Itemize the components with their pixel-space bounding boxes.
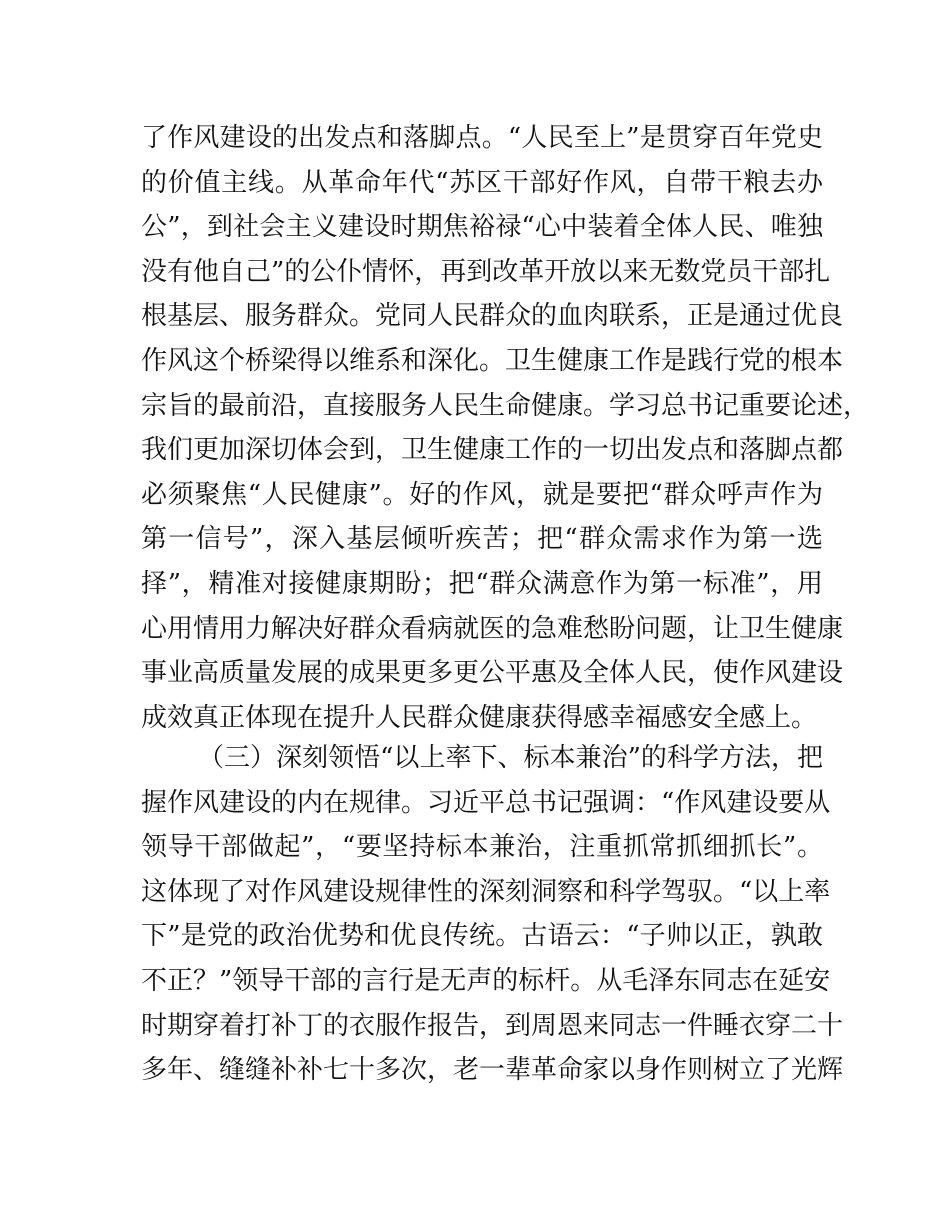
text-line: 作风这个桥梁得以维系和深化。卫生健康工作是践行党的根本 [141, 345, 844, 376]
body-paragraph-1 [141, 116, 870, 740]
text-line: 没有他自己”的公仆情怀，再到改革开放以来无数党员干部扎 [141, 256, 831, 287]
text-line: 的价值主线。从革命年代“苏区干部好作风，自带干粮去办 [141, 167, 823, 198]
body-paragraph-2 [141, 736, 844, 1093]
text-line: 成效真正体现在提升人民群众健康获得感幸福感安全感上。 [141, 702, 818, 733]
text-line: 握作风建设的内在规律。习近平总书记强调：“作风建设要从 [141, 787, 831, 818]
text-line: 根基层、服务群众。党同人民群众的血肉联系，正是通过优良 [141, 301, 844, 332]
text-line: 不正？”领导干部的言行是无声的标杆。从毛泽东同志在延安 [141, 965, 831, 996]
text-line: 公”，到社会主义建设时期焦裕禄“心中装着全体人民、唯独 [141, 212, 823, 243]
text-line: 我们更加深切体会到，卫生健康工作的一切出发点和落脚点都 [141, 435, 844, 466]
text-line: 第一信号”，深入基层倾听疾苦；把“群众需求作为第一选 [141, 524, 823, 555]
text-line: 宗旨的最前沿，直接服务人民生命健康。学习总书记重要论述， [141, 390, 870, 421]
text-line: 这体现了对作风建设规律性的深刻洞察和科学驾驭。“以上率 [141, 876, 831, 907]
text-line: 了作风建设的出发点和落脚点。“人民至上”是贯穿百年党史 [141, 123, 823, 153]
text-line: 事业高质量发展的成果更多更公平惠及全体人民，使作风建设 [141, 658, 844, 689]
text-line: 心用情用力解决好群众看病就医的急难愁盼问题，让卫生健康 [141, 613, 844, 644]
text-line-heading: （三）深刻领悟“以上率下、标本兼治”的科学方法，把 [198, 743, 823, 773]
text-line: 择”，精准对接健康期盼；把“群众满意作为第一标准”，用 [141, 568, 823, 599]
text-line: 领导干部做起”，“要坚持标本兼治，注重抓常抓细抓长”。 [141, 832, 823, 863]
text-line: 必须聚焦“人民健康”。好的作风，就是要把“群众呼声作为 [141, 479, 823, 510]
text-line: 下”是党的政治优势和优良传统。古语云：“子帅以正，孰敢 [141, 921, 823, 952]
text-line: 多年、缝缝补补七十多次，老一辈革命家以身作则树立了光辉 [141, 1055, 844, 1086]
text-line: 时期穿着打补丁的衣服作报告，到周恩来同志一件睡衣穿二十 [141, 1010, 844, 1041]
